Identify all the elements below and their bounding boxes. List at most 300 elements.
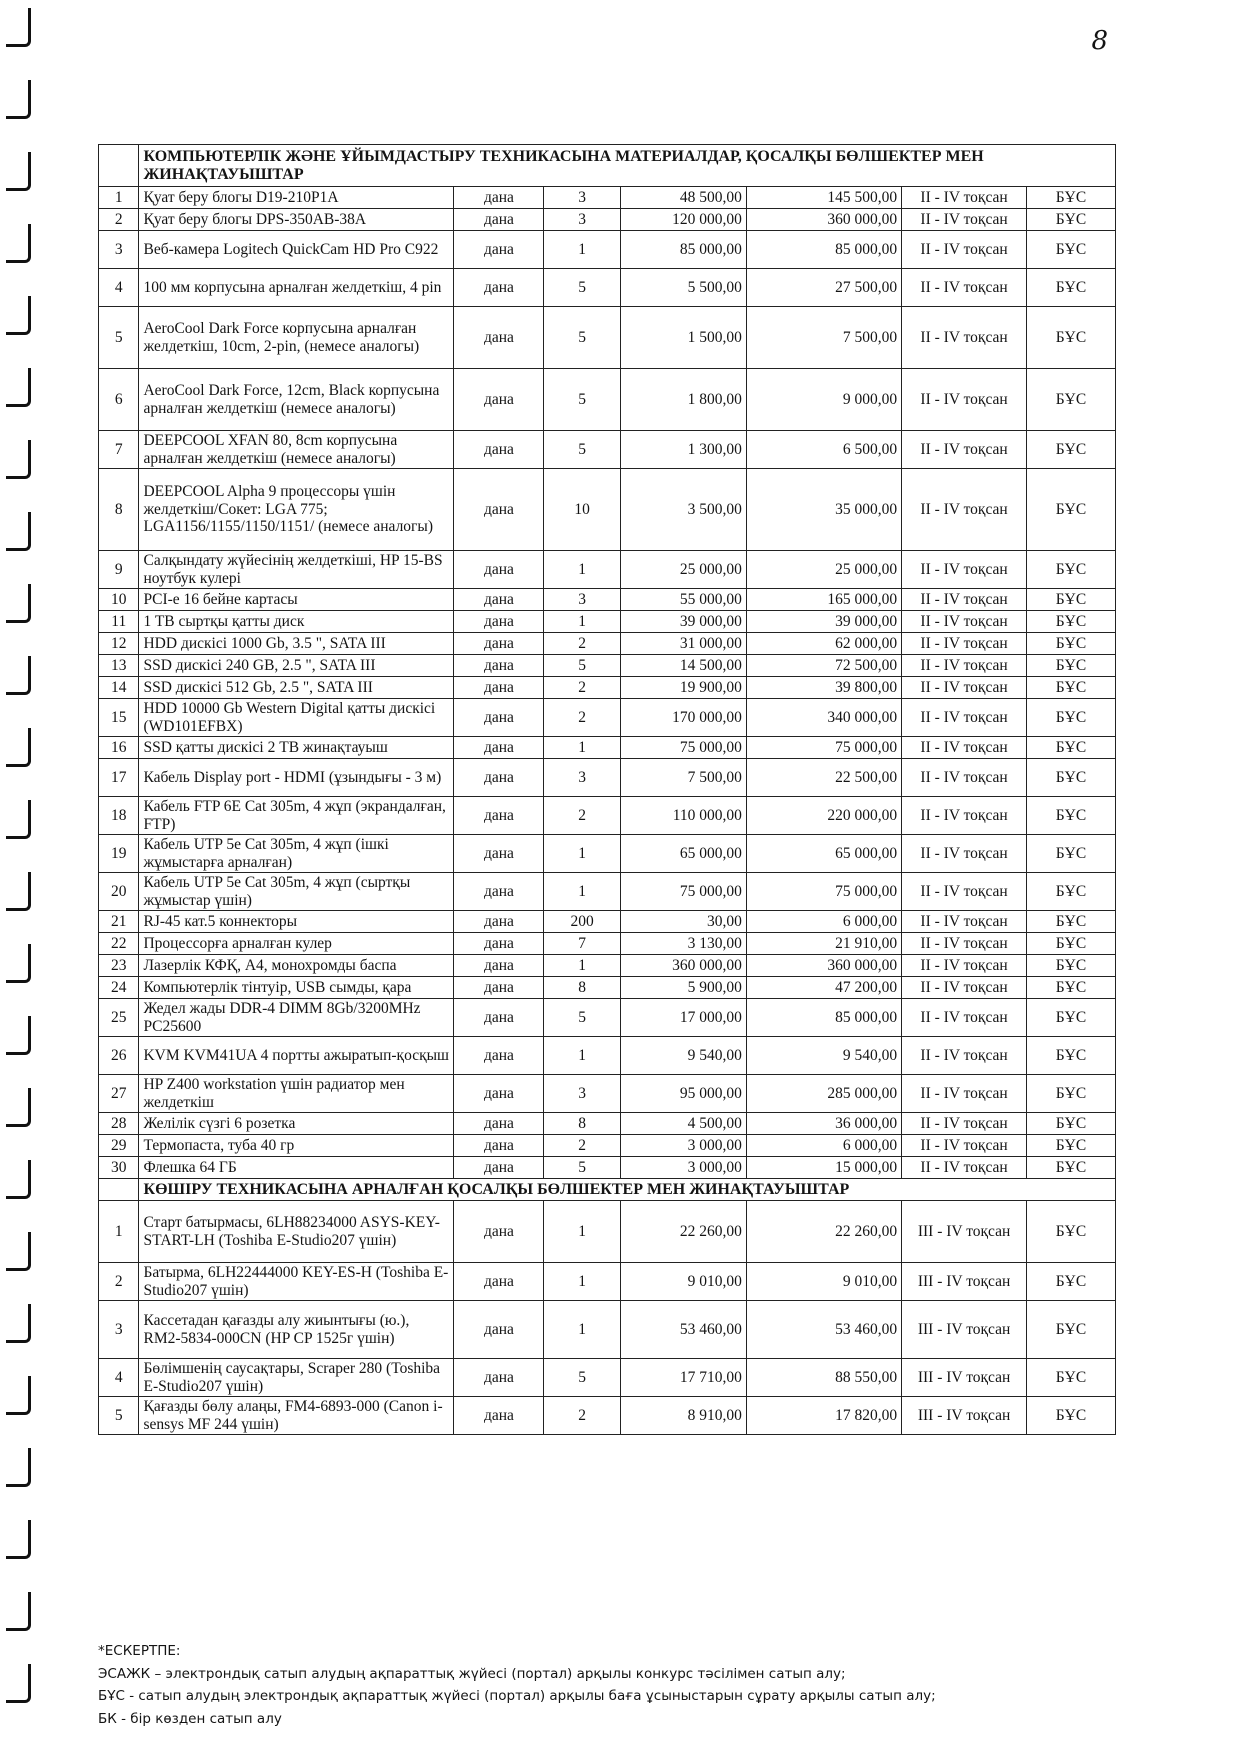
unit-cell: дана: [454, 1075, 544, 1113]
procurement-method-cell: БҰС: [1027, 589, 1116, 611]
procurement-method-cell: БҰС: [1027, 1397, 1116, 1435]
row-number-cell: 5: [99, 307, 139, 369]
table-row: [99, 977, 1116, 999]
total-amount-cell: 7 500,00: [746, 307, 901, 369]
total-amount-cell: 39 800,00: [746, 677, 901, 699]
total-amount-cell: 145 500,00: [746, 187, 901, 209]
procurement-table: [98, 144, 1116, 1435]
total-amount-cell: 17 820,00: [746, 1397, 901, 1435]
quantity-cell: 2: [544, 677, 620, 699]
unit-price-cell: 17 000,00: [620, 999, 746, 1037]
procurement-period-cell: II - IV тоқсан: [902, 977, 1027, 999]
note-line: БҰС - сатып алудың электрондық ақпараттық жүйесі (портал) арқылы баға ұсыныстарын сұрату арқылы сатып алу;: [98, 1688, 936, 1705]
table-row: [99, 1201, 1116, 1263]
procurement-period-cell: II - IV тоқсан: [902, 1157, 1027, 1179]
binding-ring: [6, 440, 31, 479]
total-amount-cell: 360 000,00: [746, 209, 901, 231]
row-number-cell: 15: [99, 699, 139, 737]
row-number-cell: 26: [99, 1037, 139, 1075]
row-number-cell: 24: [99, 977, 139, 999]
row-number-cell: 4: [99, 1359, 139, 1397]
procurement-period-cell: II - IV тоқсан: [902, 1075, 1027, 1113]
total-amount-cell: 53 460,00: [746, 1301, 901, 1359]
unit-price-cell: 360 000,00: [620, 955, 746, 977]
row-number-cell: 7: [99, 431, 139, 469]
section-number-cell: [99, 1179, 139, 1201]
procurement-period-cell: II - IV тоқсан: [902, 307, 1027, 369]
table-row: [99, 269, 1116, 307]
procurement-method-cell: БҰС: [1027, 269, 1116, 307]
total-amount-cell: 39 000,00: [746, 611, 901, 633]
binding-ring: [6, 1376, 31, 1415]
procurement-period-cell: II - IV тоқсан: [902, 911, 1027, 933]
unit-price-cell: 53 460,00: [620, 1301, 746, 1359]
unit-price-cell: 5 500,00: [620, 269, 746, 307]
procurement-period-cell: II - IV тоқсан: [902, 999, 1027, 1037]
unit-cell: дана: [454, 1201, 544, 1263]
row-number-cell: 14: [99, 677, 139, 699]
unit-cell: дана: [454, 551, 544, 589]
quantity-cell: 1: [544, 611, 620, 633]
unit-price-cell: 25 000,00: [620, 551, 746, 589]
unit-cell: дана: [454, 699, 544, 737]
total-amount-cell: 360 000,00: [746, 955, 901, 977]
row-number-cell: 3: [99, 1301, 139, 1359]
procurement-method-cell: БҰС: [1027, 655, 1116, 677]
unit-price-cell: 17 710,00: [620, 1359, 746, 1397]
unit-price-cell: 30,00: [620, 911, 746, 933]
row-number-cell: 16: [99, 737, 139, 759]
total-amount-cell: 36 000,00: [746, 1113, 901, 1135]
item-name-cell: Желілік сүзгі 6 розетка: [139, 1113, 454, 1135]
unit-price-cell: 8 910,00: [620, 1397, 746, 1435]
quantity-cell: 2: [544, 699, 620, 737]
item-name-cell: AeroCool Dark Force корпусына арналған желдеткіш, 10cm, 2-pin, (немесе аналогы): [139, 307, 454, 369]
quantity-cell: 8: [544, 1113, 620, 1135]
table-row: [99, 307, 1116, 369]
unit-price-cell: 14 500,00: [620, 655, 746, 677]
binding-ring: [6, 224, 31, 263]
unit-cell: дана: [454, 873, 544, 911]
row-number-cell: 23: [99, 955, 139, 977]
table-row: [99, 759, 1116, 797]
procurement-period-cell: II - IV тоқсан: [902, 269, 1027, 307]
total-amount-cell: 9 010,00: [746, 1263, 901, 1301]
total-amount-cell: 62 000,00: [746, 633, 901, 655]
table-row: [99, 1075, 1116, 1113]
total-amount-cell: 35 000,00: [746, 469, 901, 551]
procurement-period-cell: II - IV тоқсан: [902, 1113, 1027, 1135]
procurement-method-cell: БҰС: [1027, 469, 1116, 551]
procurement-method-cell: БҰС: [1027, 1201, 1116, 1263]
unit-price-cell: 48 500,00: [620, 187, 746, 209]
unit-cell: дана: [454, 1113, 544, 1135]
total-amount-cell: 75 000,00: [746, 737, 901, 759]
unit-price-cell: 1 500,00: [620, 307, 746, 369]
table-row: [99, 933, 1116, 955]
table-row: [99, 999, 1116, 1037]
unit-price-cell: 1 300,00: [620, 431, 746, 469]
binding-ring: [6, 584, 31, 623]
procurement-method-cell: БҰС: [1027, 873, 1116, 911]
row-number-cell: 2: [99, 209, 139, 231]
unit-price-cell: 5 900,00: [620, 977, 746, 999]
unit-cell: дана: [454, 633, 544, 655]
total-amount-cell: 22 500,00: [746, 759, 901, 797]
total-amount-cell: 6 500,00: [746, 431, 901, 469]
binding-ring: [6, 656, 31, 695]
table-row: [99, 1263, 1116, 1301]
table-row: [99, 589, 1116, 611]
procurement-method-cell: БҰС: [1027, 699, 1116, 737]
procurement-method-cell: БҰС: [1027, 1135, 1116, 1157]
table-row: [99, 677, 1116, 699]
binding-ring: [6, 296, 31, 335]
procurement-table-sheet: [98, 144, 1116, 1435]
unit-price-cell: 120 000,00: [620, 209, 746, 231]
binding-ring: [6, 800, 31, 839]
procurement-period-cell: III - IV тоқсан: [902, 1201, 1027, 1263]
procurement-period-cell: II - IV тоқсан: [902, 1135, 1027, 1157]
quantity-cell: 1: [544, 737, 620, 759]
procurement-period-cell: II - IV тоқсан: [902, 611, 1027, 633]
procurement-period-cell: II - IV тоқсан: [902, 699, 1027, 737]
unit-cell: дана: [454, 589, 544, 611]
table-row: [99, 873, 1116, 911]
unit-price-cell: 110 000,00: [620, 797, 746, 835]
row-number-cell: 19: [99, 835, 139, 873]
quantity-cell: 5: [544, 431, 620, 469]
procurement-period-cell: III - IV тоқсан: [902, 1263, 1027, 1301]
unit-cell: дана: [454, 307, 544, 369]
procurement-period-cell: III - IV тоқсан: [902, 1397, 1027, 1435]
table-row: [99, 469, 1116, 551]
procurement-period-cell: II - IV тоқсан: [902, 209, 1027, 231]
procurement-method-cell: БҰС: [1027, 911, 1116, 933]
total-amount-cell: 47 200,00: [746, 977, 901, 999]
quantity-cell: 5: [544, 307, 620, 369]
unit-cell: дана: [454, 655, 544, 677]
procurement-period-cell: II - IV тоқсан: [902, 469, 1027, 551]
procurement-method-cell: БҰС: [1027, 1037, 1116, 1075]
quantity-cell: 2: [544, 1397, 620, 1435]
unit-price-cell: 85 000,00: [620, 231, 746, 269]
row-number-cell: 11: [99, 611, 139, 633]
quantity-cell: 5: [544, 269, 620, 307]
procurement-method-cell: БҰС: [1027, 209, 1116, 231]
quantity-cell: 5: [544, 369, 620, 431]
unit-cell: дана: [454, 677, 544, 699]
table-row: [99, 1359, 1116, 1397]
total-amount-cell: 6 000,00: [746, 911, 901, 933]
item-name-cell: Процессорға арналған кулер: [139, 933, 454, 955]
procurement-period-cell: II - IV тоқсан: [902, 933, 1027, 955]
row-number-cell: 2: [99, 1263, 139, 1301]
table-row: [99, 1301, 1116, 1359]
item-name-cell: Кассетадан қағазды алу жиынтығы (ю.), RM2-5834-000CN (HP CP 1525г үшін): [139, 1301, 454, 1359]
item-name-cell: SSD қатты дискісі 2 TB жинақтауыш: [139, 737, 454, 759]
row-number-cell: 20: [99, 873, 139, 911]
procurement-method-cell: БҰС: [1027, 231, 1116, 269]
table-row: [99, 911, 1116, 933]
unit-cell: дана: [454, 737, 544, 759]
binding-ring: [6, 1592, 31, 1631]
row-number-cell: 1: [99, 187, 139, 209]
row-number-cell: 5: [99, 1397, 139, 1435]
total-amount-cell: 21 910,00: [746, 933, 901, 955]
procurement-method-cell: БҰС: [1027, 187, 1116, 209]
unit-price-cell: 3 500,00: [620, 469, 746, 551]
unit-price-cell: 3 000,00: [620, 1135, 746, 1157]
unit-price-cell: 9 540,00: [620, 1037, 746, 1075]
unit-cell: дана: [454, 933, 544, 955]
item-name-cell: Бөлімшенің саусақтары, Scraper 280 (Toshiba E-Studio207 үшін): [139, 1359, 454, 1397]
item-name-cell: 1 TB сыртқы қатты диск: [139, 611, 454, 633]
procurement-period-cell: II - IV тоқсан: [902, 759, 1027, 797]
note-line: БК - бір көзден сатып алу: [98, 1711, 282, 1728]
binding-ring: [6, 944, 31, 983]
unit-cell: дана: [454, 269, 544, 307]
unit-cell: дана: [454, 977, 544, 999]
total-amount-cell: 27 500,00: [746, 269, 901, 307]
item-name-cell: SSD дискісі 512 Gb, 2.5 ", SATA III: [139, 677, 454, 699]
unit-price-cell: 19 900,00: [620, 677, 746, 699]
row-number-cell: 3: [99, 231, 139, 269]
procurement-period-cell: II - IV тоқсан: [902, 231, 1027, 269]
procurement-method-cell: БҰС: [1027, 1113, 1116, 1135]
item-name-cell: Жедел жады DDR-4 DIMM 8Gb/3200MHz PC25600: [139, 999, 454, 1037]
total-amount-cell: 25 000,00: [746, 551, 901, 589]
section-title: КОМПЬЮТЕРЛІК ЖӘНЕ ҰЙЫМДАСТЫРУ ТЕХНИКАСЫНА МАТЕРИАЛДАР, ҚОСАЛҚЫ БӨЛШЕКТЕР МЕН ЖИНАҚТАУЫШТАР: [139, 145, 1116, 187]
unit-price-cell: 75 000,00: [620, 737, 746, 759]
quantity-cell: 2: [544, 797, 620, 835]
binding-ring: [6, 368, 31, 407]
procurement-table-body: [99, 145, 1116, 1435]
unit-cell: дана: [454, 797, 544, 835]
unit-cell: дана: [454, 1157, 544, 1179]
procurement-period-cell: II - IV тоқсан: [902, 633, 1027, 655]
procurement-period-cell: II - IV тоқсан: [902, 551, 1027, 589]
item-name-cell: RJ-45 кат.5 коннекторы: [139, 911, 454, 933]
item-name-cell: Компьютерлік тінтуір, USB сымды, қара: [139, 977, 454, 999]
item-name-cell: Веб-камера Logitech QuickCam HD Pro C922: [139, 231, 454, 269]
procurement-period-cell: II - IV тоқсан: [902, 955, 1027, 977]
row-number-cell: 8: [99, 469, 139, 551]
unit-price-cell: 9 010,00: [620, 1263, 746, 1301]
procurement-method-cell: БҰС: [1027, 431, 1116, 469]
binding-ring: [6, 872, 31, 911]
table-row: [99, 633, 1116, 655]
item-name-cell: KVM KVM41UA 4 портты ажыратып-қосқыш: [139, 1037, 454, 1075]
total-amount-cell: 6 000,00: [746, 1135, 901, 1157]
unit-cell: дана: [454, 999, 544, 1037]
table-row: [99, 737, 1116, 759]
procurement-method-cell: БҰС: [1027, 977, 1116, 999]
item-name-cell: Лазерлік КФҚ, A4, монохромды баспа: [139, 955, 454, 977]
binding-ring: [6, 512, 31, 551]
item-name-cell: Кабель UTP 5e Cat 305m, 4 жұп (ішкі жұмыстарға арналған): [139, 835, 454, 873]
quantity-cell: 1: [544, 1037, 620, 1075]
footnotes: [98, 1640, 1128, 1731]
item-name-cell: 100 мм корпусына арналған желдеткіш, 4 pin: [139, 269, 454, 307]
total-amount-cell: 9 000,00: [746, 369, 901, 431]
table-row: [99, 1037, 1116, 1075]
binding-ring: [6, 152, 31, 191]
item-name-cell: Қуат беру блогы D19-210P1A: [139, 187, 454, 209]
procurement-period-cell: II - IV тоқсан: [902, 835, 1027, 873]
unit-price-cell: 3 130,00: [620, 933, 746, 955]
row-number-cell: 1: [99, 1201, 139, 1263]
unit-cell: дана: [454, 835, 544, 873]
binding-ring: [6, 1304, 31, 1343]
procurement-method-cell: БҰС: [1027, 797, 1116, 835]
procurement-method-cell: БҰС: [1027, 633, 1116, 655]
quantity-cell: 3: [544, 589, 620, 611]
procurement-period-cell: III - IV тоқсан: [902, 1301, 1027, 1359]
procurement-period-cell: II - IV тоқсан: [902, 187, 1027, 209]
item-name-cell: Флешка 64 ГБ: [139, 1157, 454, 1179]
row-number-cell: 9: [99, 551, 139, 589]
table-row: [99, 1157, 1116, 1179]
row-number-cell: 29: [99, 1135, 139, 1157]
quantity-cell: 1: [544, 1263, 620, 1301]
item-name-cell: Кабель FTP 6E Cat 305m, 4 жұп (экрандалған, FTP): [139, 797, 454, 835]
total-amount-cell: 85 000,00: [746, 999, 901, 1037]
procurement-method-cell: БҰС: [1027, 1301, 1116, 1359]
row-number-cell: 6: [99, 369, 139, 431]
row-number-cell: 27: [99, 1075, 139, 1113]
quantity-cell: 1: [544, 231, 620, 269]
quantity-cell: 2: [544, 1135, 620, 1157]
unit-price-cell: 3 000,00: [620, 1157, 746, 1179]
item-name-cell: PCI-e 16 бейне картасы: [139, 589, 454, 611]
row-number-cell: 13: [99, 655, 139, 677]
table-row: [99, 1113, 1116, 1135]
quantity-cell: 1: [544, 873, 620, 911]
table-row: [99, 551, 1116, 589]
section-header-row: [99, 145, 1116, 187]
notes-heading: *ЕСКЕРТПЕ:: [98, 1643, 181, 1659]
quantity-cell: 5: [544, 1359, 620, 1397]
total-amount-cell: 9 540,00: [746, 1037, 901, 1075]
page-number: 8: [1091, 26, 1108, 56]
item-name-cell: SSD дискісі 240 GB, 2.5 ", SATA III: [139, 655, 454, 677]
procurement-period-cell: II - IV тоқсан: [902, 369, 1027, 431]
procurement-method-cell: БҰС: [1027, 369, 1116, 431]
quantity-cell: 1: [544, 835, 620, 873]
unit-cell: дана: [454, 369, 544, 431]
unit-cell: дана: [454, 1301, 544, 1359]
unit-price-cell: 65 000,00: [620, 835, 746, 873]
total-amount-cell: 72 500,00: [746, 655, 901, 677]
quantity-cell: 1: [544, 1301, 620, 1359]
item-name-cell: Салқындату жүйесінің желдеткіші, HP 15-BS ноутбук кулері: [139, 551, 454, 589]
quantity-cell: 2: [544, 633, 620, 655]
row-number-cell: 12: [99, 633, 139, 655]
item-name-cell: Батырма, 6LH22444000 KEY-ES-H (Toshiba E-Studio207 үшін): [139, 1263, 454, 1301]
table-row: [99, 611, 1116, 633]
table-row: [99, 797, 1116, 835]
total-amount-cell: 165 000,00: [746, 589, 901, 611]
item-name-cell: HP Z400 workstation үшін радиатор мен желдеткіш: [139, 1075, 454, 1113]
unit-price-cell: 7 500,00: [620, 759, 746, 797]
quantity-cell: 3: [544, 209, 620, 231]
unit-cell: дана: [454, 469, 544, 551]
procurement-method-cell: БҰС: [1027, 1075, 1116, 1113]
total-amount-cell: 65 000,00: [746, 835, 901, 873]
procurement-period-cell: II - IV тоқсан: [902, 677, 1027, 699]
section-number-cell: [99, 145, 139, 187]
item-name-cell: Старт батырмасы, 6LH88234000 ASYS-KEY-START-LH (Toshiba E-Studio207 үшін): [139, 1201, 454, 1263]
item-name-cell: Термопаста, туба 40 гр: [139, 1135, 454, 1157]
binding-ring: [6, 1160, 31, 1199]
total-amount-cell: 15 000,00: [746, 1157, 901, 1179]
unit-cell: дана: [454, 1135, 544, 1157]
procurement-method-cell: БҰС: [1027, 759, 1116, 797]
procurement-period-cell: II - IV тоқсан: [902, 737, 1027, 759]
table-row: [99, 431, 1116, 469]
procurement-period-cell: II - IV тоқсан: [902, 873, 1027, 911]
item-name-cell: Кабель UTP 5e Cat 305m, 4 жұп (сыртқы жұмыстар үшін): [139, 873, 454, 911]
unit-cell: дана: [454, 431, 544, 469]
unit-cell: дана: [454, 1037, 544, 1075]
quantity-cell: 5: [544, 1157, 620, 1179]
unit-price-cell: 22 260,00: [620, 1201, 746, 1263]
quantity-cell: 3: [544, 187, 620, 209]
procurement-method-cell: БҰС: [1027, 1359, 1116, 1397]
table-row: [99, 699, 1116, 737]
total-amount-cell: 75 000,00: [746, 873, 901, 911]
item-name-cell: Қағазды бөлу алаңы, FM4-6893-000 (Canon i-sensys MF 244 үшін): [139, 1397, 454, 1435]
table-row: [99, 835, 1116, 873]
unit-cell: дана: [454, 1263, 544, 1301]
binding-ring: [6, 1016, 31, 1055]
table-row: [99, 369, 1116, 431]
binding-ring: [6, 80, 31, 119]
quantity-cell: 1: [544, 955, 620, 977]
procurement-method-cell: БҰС: [1027, 737, 1116, 759]
quantity-cell: 8: [544, 977, 620, 999]
section-title: КӨШІРУ ТЕХНИКАСЫНА АРНАЛҒАН ҚОСАЛҚЫ БӨЛШЕКТЕР МЕН ЖИНАҚТАУЫШТАР: [139, 1179, 1116, 1201]
unit-price-cell: 55 000,00: [620, 589, 746, 611]
binding-ring: [6, 1520, 31, 1559]
table-row: [99, 1135, 1116, 1157]
unit-price-cell: 1 800,00: [620, 369, 746, 431]
quantity-cell: 1: [544, 551, 620, 589]
table-row: [99, 655, 1116, 677]
row-number-cell: 30: [99, 1157, 139, 1179]
row-number-cell: 4: [99, 269, 139, 307]
item-name-cell: AeroCool Dark Force, 12cm, Black корпусына арналған желдеткіш (немесе аналогы): [139, 369, 454, 431]
row-number-cell: 25: [99, 999, 139, 1037]
unit-cell: дана: [454, 611, 544, 633]
total-amount-cell: 22 260,00: [746, 1201, 901, 1263]
item-name-cell: Кабель Display port - HDMI (ұзындығы - 3 м): [139, 759, 454, 797]
procurement-method-cell: БҰС: [1027, 955, 1116, 977]
row-number-cell: 10: [99, 589, 139, 611]
row-number-cell: 18: [99, 797, 139, 835]
item-name-cell: HDD 10000 Gb Western Digital қатты дискісі (WD101EFBX): [139, 699, 454, 737]
total-amount-cell: 285 000,00: [746, 1075, 901, 1113]
procurement-method-cell: БҰС: [1027, 1157, 1116, 1179]
procurement-method-cell: БҰС: [1027, 307, 1116, 369]
procurement-method-cell: БҰС: [1027, 999, 1116, 1037]
quantity-cell: 5: [544, 655, 620, 677]
procurement-method-cell: БҰС: [1027, 677, 1116, 699]
item-name-cell: DEEPCOOL Alpha 9 процессоры үшін желдеткіш/Сокет: LGA 775; LGA1156/1155/1150/1151/ (немесе аналогы): [139, 469, 454, 551]
table-row: [99, 231, 1116, 269]
quantity-cell: 3: [544, 1075, 620, 1113]
